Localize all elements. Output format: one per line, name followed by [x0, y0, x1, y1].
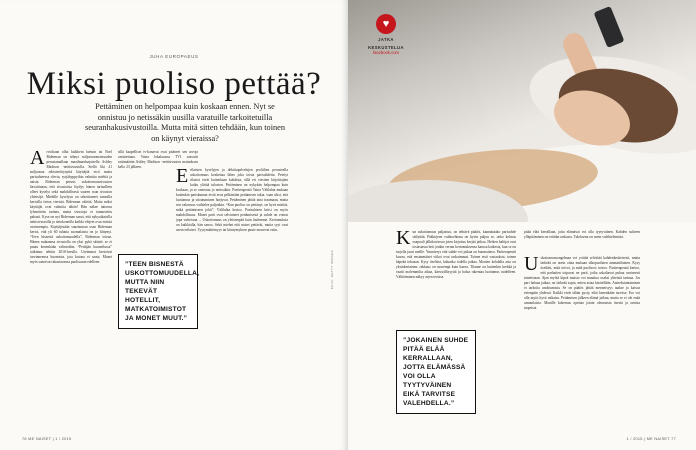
badge-line-2: KESKUSTELUA: [368, 45, 404, 50]
photo-credit: KUVA: GETTY IMAGES: [330, 250, 334, 290]
badge-link[interactable]: facebook.com: [372, 50, 400, 55]
article-subhead: Pettäminen on helpompaa kuin koskaan ennen. Nyt se onnistuu jo netissäkin uusilla varatuille tarkoitetuilla seuranhakusivustoilla. Mutta mitä sitten tehdään, kun toinen on käynyt vieraissa?: [84, 102, 285, 143]
heart-icon: ♥: [376, 14, 396, 34]
page-footer-left: 76 ME NAISET | 1 / 2015: [22, 437, 72, 441]
article-photo: [348, 0, 696, 222]
left-column-1: [30, 147, 112, 265]
discussion-badge[interactable]: [364, 14, 408, 55]
pull-quote: ”TEEN BISNESTÄ USKOTTOMUUDELLA, MUTTA NIIN TEKEVÄT HOTELLIT, MATKATOIMISTOT JA MONET MUUT.”: [118, 254, 198, 329]
dropcap: A: [30, 147, 45, 169]
page-footer-right: 1 / 2015 | ME NAISET 77: [626, 437, 676, 441]
body-text: sillä kaapelliset tv-kanavat ovat pitäneet sen arvoja omistettuna. Vaina lokakuussa TV1 saavutti rattimäärän Ashley Madison -nettisivuston mainoksen kello 23 jälkeen.: [118, 150, 198, 169]
body-text: un uskottomuus paljastuu, on tehtävä päätös, kannattaako parisuhde säilyttää. Pääkirjeen vaihtoehtona on hyvin paljon se, onko kolmas osapuoli jälkikuviossa joten kirjoitus kerjää jatkoa. Hetken haltijat ovat tosiasiassa heti jonkin verran kertomuksensa kanssa kaikesta, kun se on tarjolla juuri meille. Ymmärrys että suhde voi jatkua on huomattava. Pariterapeutti kuvaa, että ensimmäiset viikot ovat raskaimmat. Toinen etsii vastauksia, toinen häpeää tekoaan. Kysy itseltäsi, haluatko todella jatkaa. Monien kohdalla asia on yksinkertainen: rakkaus on suurempi kuin haava. Tilanne on kuitenkin herkkä ja vaatii molemmilta aikaa, kärsivällisyyttä ja halua rakentaa luottamus uudelleen. Välittäminen näkyy arjen teoissa.: [396, 230, 516, 279]
pull-quote: ”JOKAINEN SUHDE PITÄÄ ELÄÄ KERRALLAAN, JOTTA ELÄMÄSSÄ VOI OLLA TYYTYVÄINEN EIKÄ TARVITSE VALEHDELLA.”: [396, 330, 476, 414]
right-page: [348, 0, 696, 450]
right-column-2: [524, 253, 640, 311]
phone-icon: [594, 6, 625, 48]
badge-line-1: JATKA: [378, 37, 394, 42]
dropcap: E: [176, 165, 189, 187]
dropcap: K: [396, 227, 411, 249]
article-title: Miksi puoliso pettää?: [26, 66, 322, 102]
body-text: rvioltaan ollut kaikkein luetuin tai Noel Biderman on tehnyt miljoonaomaisuuden perustamallaan maailmanlaajuisella Ashley Madison -nettisivustolla. Siellä liki 41 miljoonaa rekisteröitynyttä käyttäjää etsii muita parisuhteessa olevia, syrjähyppyihin valmiita miehiä ja naisia. Biderman perusti uskottomuussivuston havaittuaan, että sivustoista löydyy hänen tarinalleen olleet kyselyt sekä mahdollisesti suuren osan sivuston yhteisöjä. Miehille kyselyyn on sekoittuneet samoilla kertoilla tietoa vieristä, Biderman väittää. Mutta miksi käyttäjät ovat valmiita tähän? Hän näkee taitonsa lyhentävän tarinaa, mutta sivustoja ei tunnustettu pahasti. Kyse on nyt Biderman sanoi, että nykyaikaisilla nettisivustoilla ja tietokoneilla kaikki vihjeet ovat entistä avoimempia. Käyttäjistään suurimman osan Biderman kertoi, että yli 60 tuhatta suomalaista on jo liittynyt. “Teen bisnestä uskottomuudella”, Biderman toteaa. Hänen mukaansa sivustolla on yksi pyhä sääntö: se ei puutu kenenkään valintoihin. “Pettäjän kuuntelussa” tutkimus tehtiin 2010-luvulla. Useimmat kertoivat tarvinneensa huomiota, jota kotona ei saatu. Monet myös sanoivat rakastavansa puolisoaan edelleen.: [30, 150, 112, 264]
author-kicker: JUHA EUROPAEUS: [149, 54, 199, 59]
body-text: rilaisten kyselyjen ja dektiiupalvelujen profiilien perusteella uskottomuus koskettaa lähes joka toista parisuhdetta. Petetyt tilastot eivät kuitenkaan kohdista, sillä eri viestien kirjoittajien kaiku ylittää tulosten. Pettäminen on nykyään helpompaa kuin koskaan, ja se onnistuu jo netissäkin. Pariterapeutti Taina Väliluhta mukaan kuitenkin pariskunnat eivät eroa pelkästään pettämisen takia, vaan siksi, että luottamus ja sitoutuminen horjuvat. Pettäminen jättää aina traumaan, mutta sen vakavuus vaihtelee paljonkin. “Kun puoliso on pettänyt, on hyvä miettiä, mikä pettämiseen johti”, Väliluhta kertoo. Parisuhteen kriisi on myös mahdollisuus. Monet parit ovat selvinneet pettämisestä ja suhde on voinut jopa vahvistua. – Uskottomuus on yleisempää kuin luulemme. Kertomuksia on kaikkialla, hän sanoo. Sekä miehet että naiset pettävät, mutta syyt ovat usein erilaiset. Tyytymättömyys tai kiintymyksen puute nousevat esiin.: [176, 168, 288, 232]
body-text: pitää elää kerrallaan, jotta elämässä voi olla tyytyväinen. Kahden suhteen ylläpitäminen on erittäin raskasta. Tuloksena on usein valehtelemista.: [524, 230, 640, 239]
right-column-2-intro: [524, 230, 640, 240]
body-text: skottomuusongelmaa voi yrittää selvittää kahdenkeskeisesti, mutta tärkeää on usein ottaa mukaan ulkopuolinen ammattilainen. Kysy itseltäsi, mitä toivot, ja mitä puolisosi toivoo. Pariterapeutti kertoo, että parhaiten toipuvat ne parit, jotka uskaltavat puhua avoimesti tunteistaan. Ajan myötä kipeä muisto voi muuttua osaksi yhteistä tarinaa. Jos pari haluaa jatkaa, on tärkeää sopia, miten asiaa käsitellään. Anteeksiantaminen ei tarkoita unohtamista. Se on päätös jättää menneisyys taakse ja katsoa eteenpäin yhdessä. Kaikki eivät tähän pysty, eikä kenenkään tarvitse. Ero voi olla myös hyvä ratkaisu. Pettämisen jälkeen elämä jatkuu, mutta se ei ole enää samanlaista. Monille kokemus opettaa jotain olennaista itsestä ja omista tarpeista.: [524, 256, 640, 310]
dropcap: U: [524, 253, 539, 275]
left-column-2: [176, 165, 288, 233]
right-column-1: [396, 227, 516, 280]
